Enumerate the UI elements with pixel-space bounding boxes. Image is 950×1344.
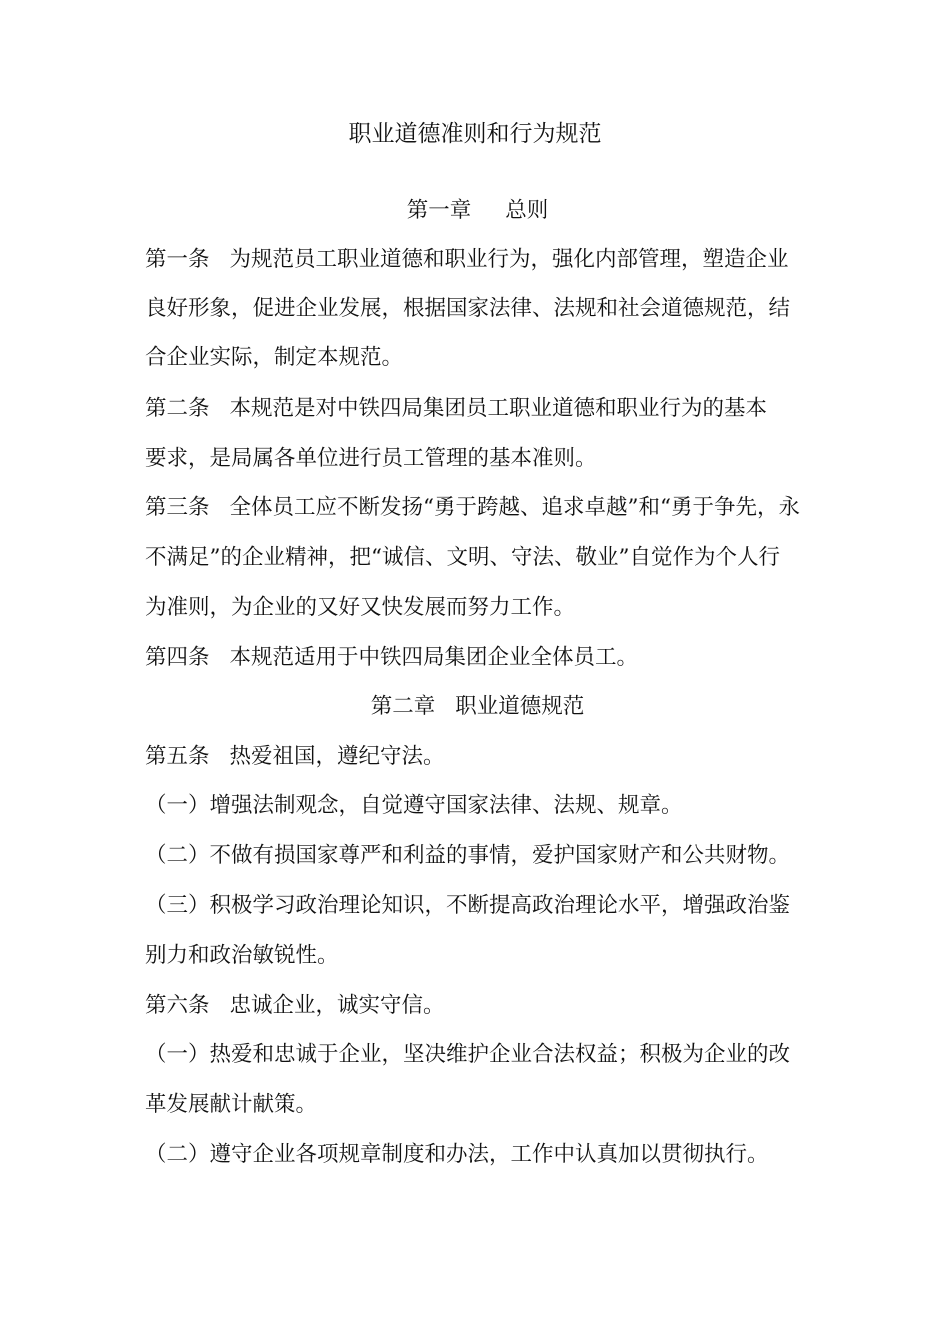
- article-4-line-1: [145, 643, 810, 673]
- chapter-2-heading: [145, 692, 810, 722]
- article-5-line-1: [145, 742, 810, 772]
- chapter-2-number: 第二章: [370, 694, 436, 719]
- article-6-line-1: [145, 991, 810, 1021]
- article-1-line-1: [145, 245, 810, 275]
- article-1-line-2: 良好形象，促进企业发展，根据国家法律、法规和社会道德规范，结: [145, 296, 791, 321]
- article-6-item-1-line-1: （一）热爱和忠诚于企业，坚决维护企业合法权益；积极为企业的改: [145, 1042, 791, 1067]
- article-1-line-3: 合企业实际，制定本规范。: [145, 345, 404, 370]
- article-5-item-3-line-2: 别力和政治敏锐性。: [145, 943, 339, 968]
- article-3-line-2: 不满足”的企业精神，把“诚信、文明、守法、敬业”自觉作为个人行: [145, 545, 780, 570]
- chapter-1-heading: [145, 196, 810, 226]
- article-3-text-1: 全体员工应不断发扬“勇于跨越、追求卓越”和“勇于争先，永: [229, 495, 800, 520]
- article-3-line-3: 为准则，为企业的又好又快发展而努力工作。: [145, 595, 576, 620]
- chapter-1-name: 总则: [505, 198, 549, 223]
- article-2-text-1: 本规范是对中铁四局集团员工职业道德和职业行为的基本: [229, 396, 768, 421]
- article-5-text-1: 热爱祖国，遵纪守法。: [229, 744, 445, 769]
- article-5-item-2: （二）不做有损国家尊严和利益的事情，爱护国家财产和公共财物。: [145, 843, 791, 868]
- article-3-label: 第三条: [145, 495, 210, 520]
- chapter-1-number: 第一章: [406, 198, 472, 223]
- article-2-line-1: [145, 394, 810, 424]
- article-2-label: 第二条: [145, 396, 210, 421]
- document-title: 职业道德准则和行为规范: [348, 121, 602, 147]
- article-5-item-1: （一）增强法制观念，自觉遵守国家法律、法规、规章。: [145, 793, 683, 818]
- article-6-item-1-line-2: 革发展献计献策。: [145, 1092, 318, 1117]
- article-1-text-1: 为规范员工职业道德和职业行为，强化内部管理，塑造企业: [229, 247, 789, 272]
- article-1-label: 第一条: [145, 247, 210, 272]
- article-6-text-1: 忠诚企业，诚实守信。: [229, 993, 445, 1018]
- article-2-line-2: 要求，是局属各单位进行员工管理的基本准则。: [145, 446, 597, 471]
- article-6-label: 第六条: [145, 993, 210, 1018]
- article-5-label: 第五条: [145, 744, 210, 769]
- article-4-text-1: 本规范适用于中铁四局集团企业全体员工。: [229, 645, 639, 670]
- article-3-line-1: [145, 493, 810, 523]
- article-4-label: 第四条: [145, 645, 210, 670]
- article-5-item-3-line-1: （三）积极学习政治理论知识，不断提高政治理论水平，增强政治鉴: [145, 893, 791, 918]
- article-6-item-2: （二）遵守企业各项规章制度和办法，工作中认真加以贯彻执行。: [145, 1142, 769, 1167]
- chapter-2-name: 职业道德规范: [455, 694, 585, 719]
